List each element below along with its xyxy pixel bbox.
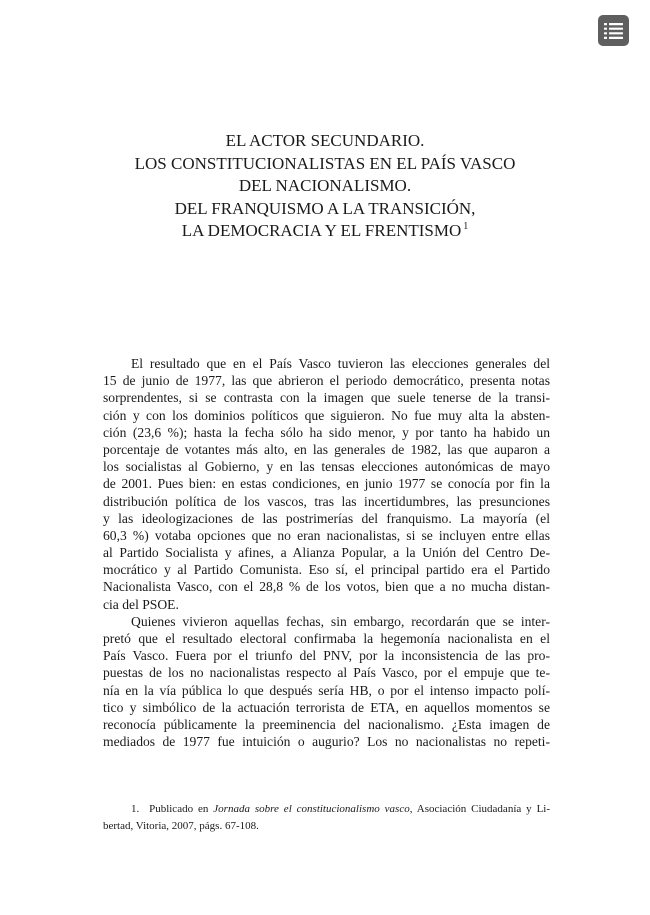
footnote-line (103, 801, 550, 818)
menu-button[interactable] (598, 15, 629, 46)
text-line: los socialistas al Gobierno, y en las tensas elecciones autonómicas de mayo (103, 459, 550, 475)
text-line: cia del PSOE. (103, 596, 179, 612)
text-line: Quienes vivieron aquellas fechas, sin embargo, recordarán que se inter- (131, 613, 550, 629)
text-line: País Vasco. Fuera por el triunfo del PNV, por la inconsistencia de las pro- (103, 648, 550, 664)
footnote-reference[interactable]: 1 (463, 221, 469, 232)
text-line: mocrático y al Partido Comunista. Eso sí, el principal partido era el Partido (103, 562, 550, 578)
title-line: DEL FRANQUISMO A LA TRANSICIÓN, (174, 198, 476, 218)
text-line: y las ideologizaciones de las postrimerías del franquismo. La mayoría (el (103, 510, 550, 526)
text-line: tico y simbólico de la actuación terrorista de ETA, en aquellos momentos se (103, 699, 550, 715)
body-text (103, 355, 550, 750)
title-line-last (100, 220, 550, 243)
title-line: DEL NACIONALISMO. (238, 176, 412, 195)
chapter-title (100, 130, 550, 243)
text-line: puestas de los no nacionalistas respecto al País Vasco, por el empuje que te- (103, 665, 550, 681)
text-line: al Partido Socialista y afines, a Alianza Popular, a la Unión del Centro De- (103, 545, 550, 561)
text-line: pretó que el resultado electoral confirmaba la hegemonía nacionalista en el (103, 631, 550, 646)
text-line: de 2001. Pues bien: en estas condiciones, en junio 1977 se conocía por fin la (103, 476, 550, 492)
text-line: reconocía públicamente la preeminencia del nacionalismo. ¿Esta imagen de (103, 716, 550, 732)
list-menu-icon (598, 15, 629, 46)
footnote-line: bertad, Vitoria, 2007, págs. 67-108. (103, 820, 259, 832)
text-line: sorprendentes, si se contrasta con la imagen que suele tenerse de la transi- (103, 390, 550, 406)
text-line: porcentaje de votantes más alto, en las generales de 1982, las que auparon a (103, 441, 550, 457)
footnote-suffix: , Asociación Ciudadanía y Li- (409, 803, 551, 815)
title-line-text: LA DEMOCRACIA Y EL FRENTISMO (181, 221, 462, 240)
title-line: EL ACTOR SECUNDARIO. (225, 131, 425, 150)
text-line: nía en la vía pública lo que después sería HB, o por el intenso impacto polí- (103, 682, 550, 698)
text-line: El resultado que en el País Vasco tuvieron las elecciones generales del (131, 356, 550, 371)
text-line: ción y con los dominios políticos que siguieron. No fue muy alta la absten- (103, 407, 550, 423)
footnote-number: 1. (131, 803, 140, 815)
text-line: 60,3 %) votaba opciones que no eran nacionalistas, si se incluyen entre ellas (103, 527, 550, 543)
footnote-prefix: Publicado en (149, 803, 209, 815)
footnote-publication: Jornada sobre el constitucionalismo vasco (213, 803, 410, 815)
text-line: Nacionalista Vasco, con el 28,8 % de los votos, bien que a no mucha distan- (103, 579, 550, 595)
text-line: ción (23,6 %); hasta la fecha sólo ha sido menor, y por tanto ha habido un (103, 424, 550, 440)
footnote (103, 801, 550, 835)
title-line: LOS CONSTITUCIONALISTAS EN EL PAÍS VASCO (134, 153, 516, 173)
text-line: distribución política de los vascos, tras las incertidumbres, las presunciones (103, 493, 550, 509)
text-line: 15 de junio de 1977, las que abrieron el periodo democrático, presenta notas (103, 373, 550, 389)
text-line: mediados de 1977 fue intuición o augurio? Los no nacionalistas no repeti- (103, 734, 550, 750)
